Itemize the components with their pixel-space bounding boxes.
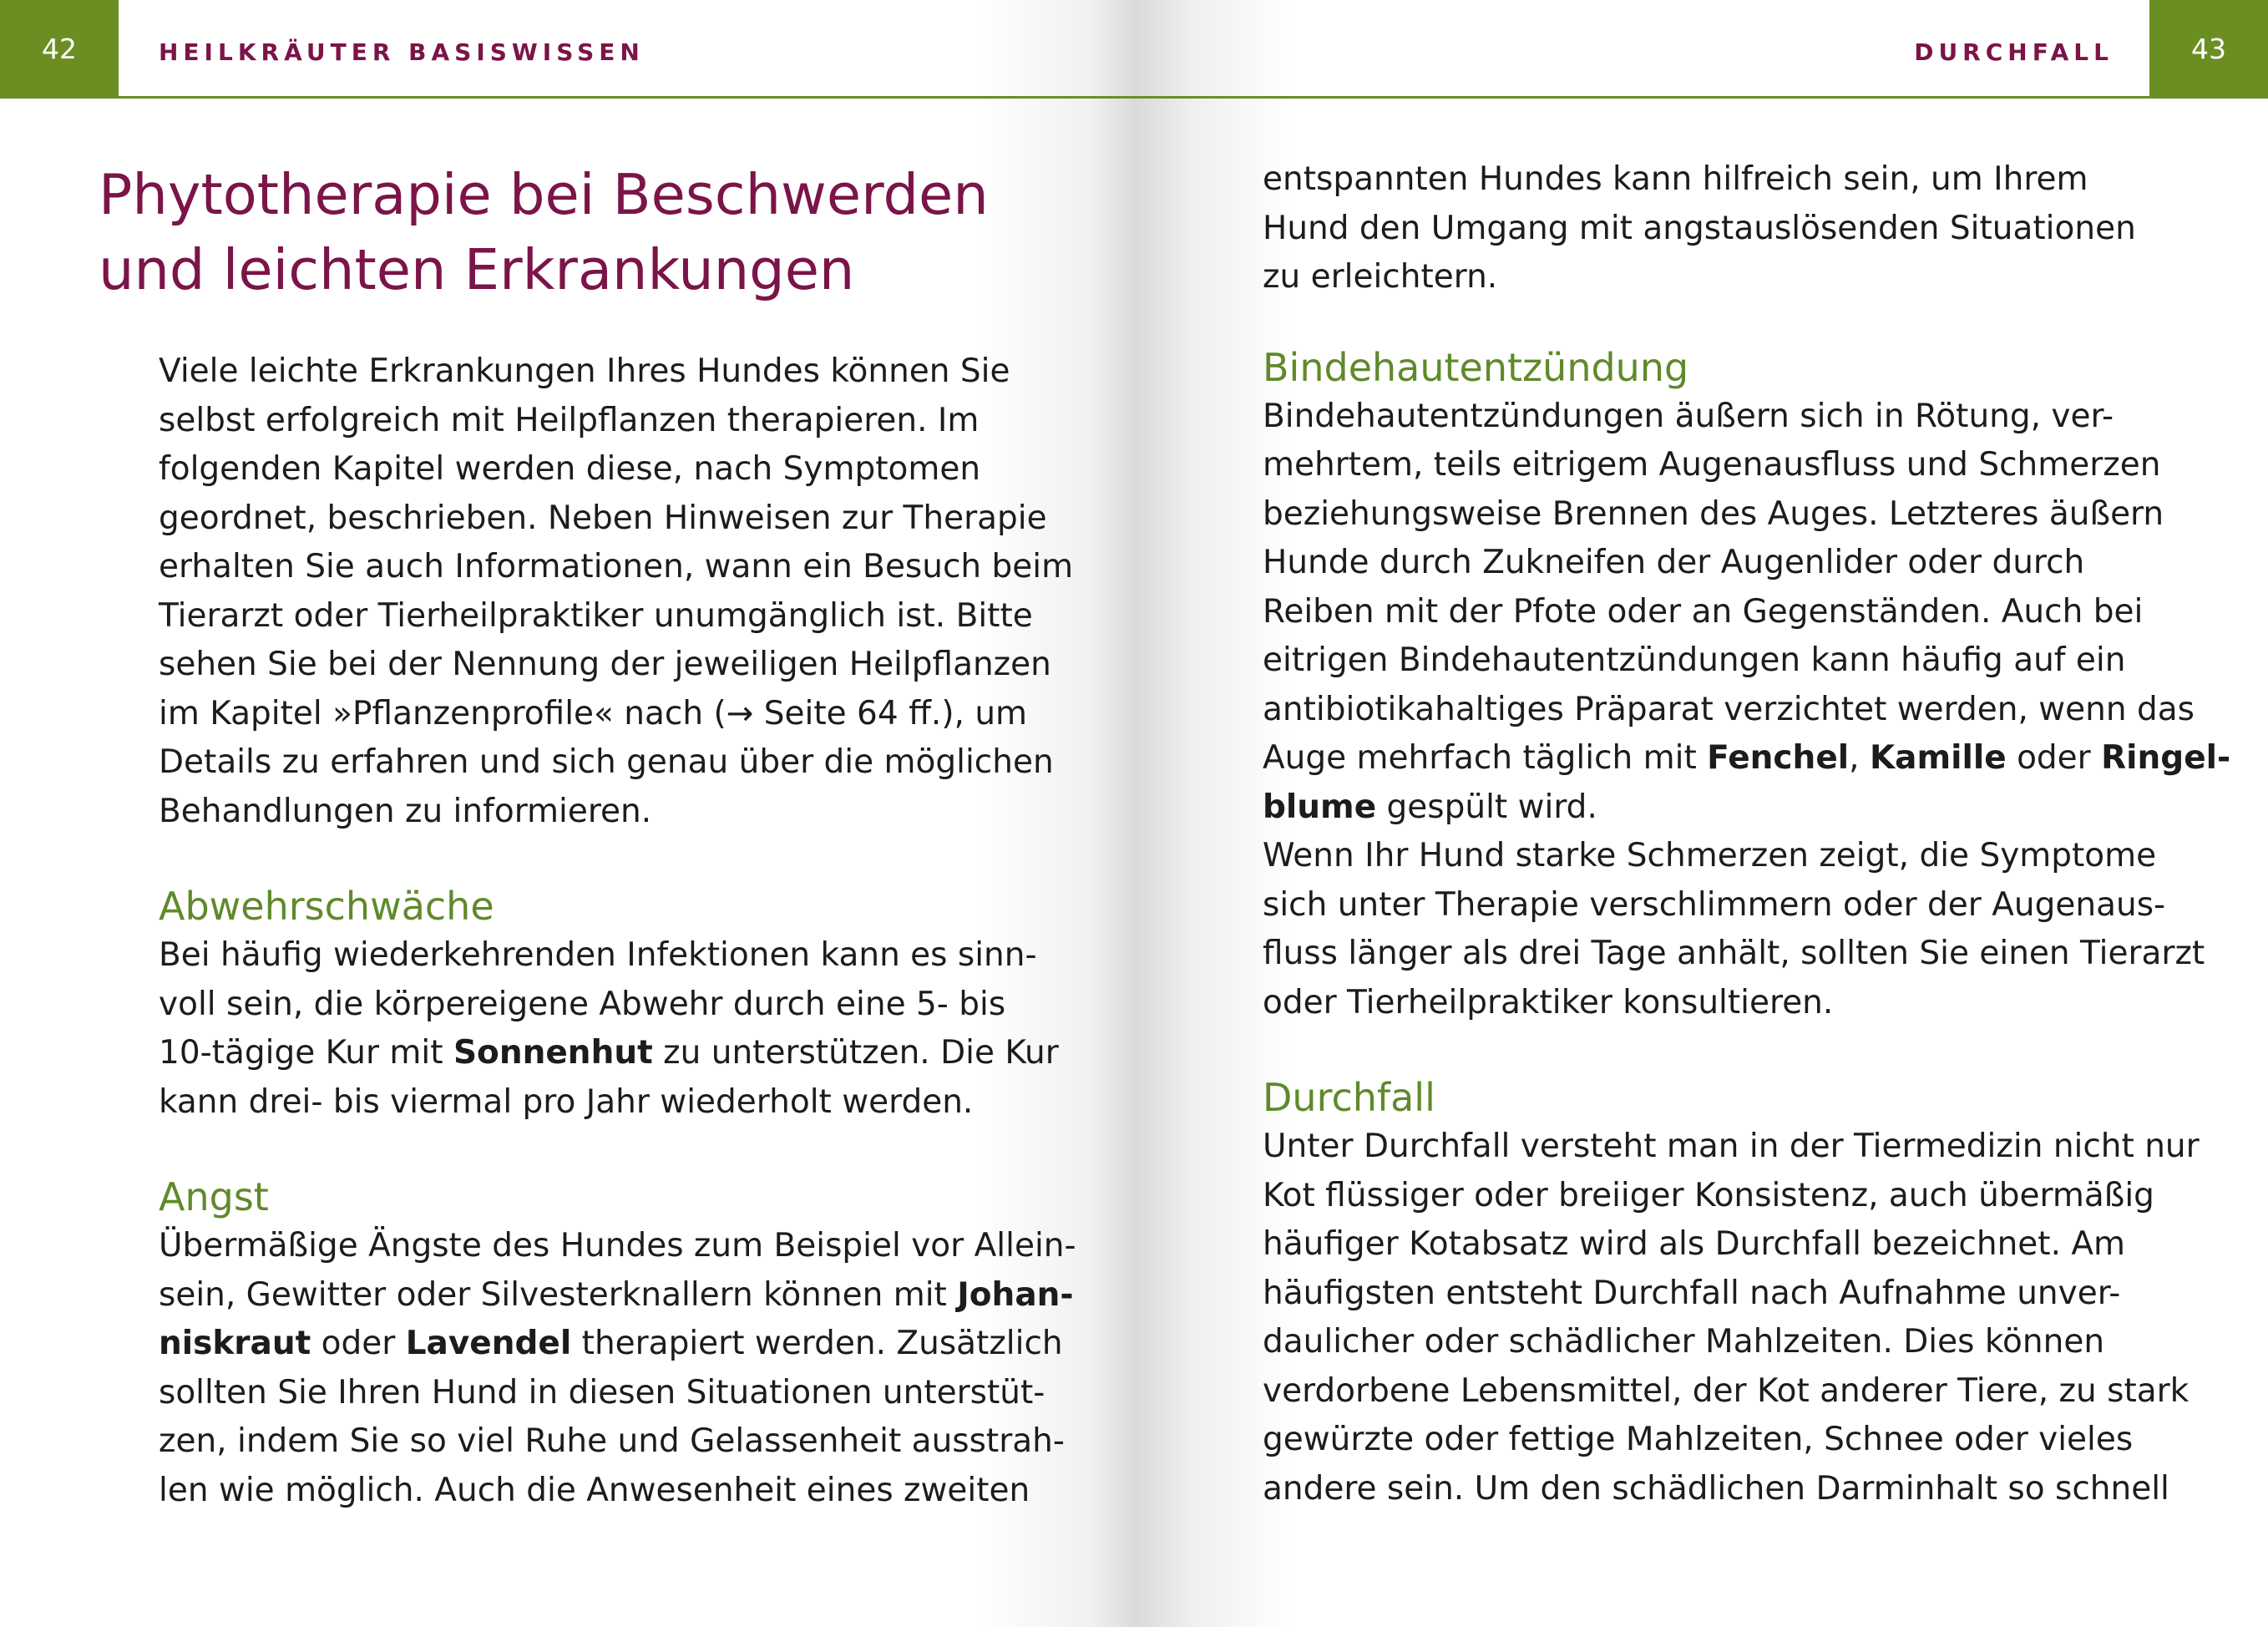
intro-line: Details zu erfahren und sich genau über die möglichen <box>159 743 1054 781</box>
section-heading: Angst <box>159 1174 269 1219</box>
section-angst <box>159 1172 1076 1515</box>
right-page <box>1134 0 2268 1627</box>
running-head-left: HEILKRÄUTER BASISWISSEN <box>159 38 645 66</box>
body-line <box>1263 783 2164 833</box>
header-rule-right <box>1134 96 2268 99</box>
section-abwehrschwaeche <box>159 881 1061 1127</box>
spacer <box>1263 302 2164 342</box>
intro-line: geordnet, beschrieben. Neben Hinweisen zur Therapie <box>159 499 1047 537</box>
body-line: fluss länger als drei Tage anhält, sollten Sie einen Tierarzt <box>1263 935 2205 972</box>
text-run: oder <box>311 1325 406 1362</box>
body-line: Bei häufig wiederkehrenden Infektionen kann es sinn- <box>159 936 1037 974</box>
text-run: sein, Gewitter oder Silvesterknallern können mit <box>159 1275 958 1314</box>
body-line <box>1263 734 2231 783</box>
text-run: oder <box>2006 739 2102 777</box>
page-number-left: 42 <box>0 0 119 98</box>
body-line: Übermäßige Ängste des Hundes zum Beispiel vor Allein- <box>159 1227 1076 1265</box>
running-head-right: DURCHFALL <box>1914 38 2114 66</box>
section-heading: Abwehrschwäche <box>159 884 494 929</box>
intro-line: selbst erfolgreich mit Heilpflanzen therapieren. Im <box>159 401 980 439</box>
body-line: Unter Durchfall versteht man in der Tiermedizin nicht nur <box>1263 1128 2200 1165</box>
title-line-1: Phytotherapie bei Beschwerden <box>99 162 989 227</box>
body-line: oder Tierheilpraktiker konsultieren. <box>1263 983 1834 1021</box>
body-line: gewürzte oder fettige Mahlzeiten, Schnee oder vieles <box>1263 1421 2134 1458</box>
body-line: daulicher oder schädlicher Mahlzeiten. Dies können <box>1263 1323 2105 1361</box>
text-run: , <box>1849 739 1870 777</box>
body-line: entspannten Hundes kann hilfreich sein, um Ihrem <box>1263 160 2088 198</box>
plant-name-fenchel: Fenchel <box>1707 739 1850 777</box>
intro-line: folgenden Kapitel werden diese, nach Symptomen <box>159 450 981 488</box>
intro-paragraph <box>159 347 1074 836</box>
body-line: beziehungsweise Brennen des Auges. Letzteres äußern <box>1263 494 2164 533</box>
plant-name-johanniskraut: Johan- <box>957 1275 1074 1314</box>
body-line: sollten Sie Ihren Hund in diesen Situationen unterstüt- <box>159 1373 1045 1412</box>
section-heading: Bindehautentzündung <box>1263 344 1689 390</box>
body-line <box>159 1271 1074 1320</box>
body-line: verdorbene Lebensmittel, der Kot anderer Tiere, zu stark <box>1263 1371 2190 1410</box>
intro-line: erhalten Sie auch Informationen, wann ein Besuch beim <box>159 548 1074 585</box>
title-line-2: und leichten Erkrankungen <box>99 237 855 302</box>
body-line: andere sein. Um den schädlichen Darminhalt so schnell <box>1263 1469 2169 1508</box>
intro-line: Tierarzt oder Tierheilpraktiker unumgänglich ist. Bitte <box>159 596 1033 635</box>
left-text-column <box>159 347 1076 1515</box>
plant-name-sonnenhut: Sonnenhut <box>453 1034 653 1072</box>
body-line: antibiotikahaltiges Präparat verzichtet werden, wenn das <box>1263 690 2195 728</box>
header-rule-left <box>0 96 1134 99</box>
text-run: gespült wird. <box>1376 788 1597 826</box>
page-title <box>99 157 1059 307</box>
intro-line: im Kapitel »Pflanzenprofile« nach (→ Seite 64 ff.), um <box>159 694 1028 732</box>
plant-name-johanniskraut: niskraut <box>159 1325 311 1362</box>
body-line: mehrtem, teils eitrigem Augenausfluss und Schmerzen <box>1263 446 2161 484</box>
text-run: Auge mehrfach täglich mit <box>1263 739 1708 777</box>
body-line: häufiger Kotabsatz wird als Durchfall bezeichnet. Am <box>1263 1225 2126 1263</box>
body-line <box>159 1320 1061 1369</box>
body-line: Bindehautentzündungen äußern sich in Rötung, ver- <box>1263 397 2114 435</box>
body-line: häufigsten entsteht Durchfall nach Aufnahme unver- <box>1263 1274 2121 1312</box>
body-line: Reiben mit der Pfote oder an Gegenständen. Auch bei <box>1263 592 2144 631</box>
spacer <box>159 1127 1061 1172</box>
body-line: sich unter Therapie verschlimmern oder der Augenaus- <box>1263 885 2166 924</box>
spacer <box>159 836 1061 881</box>
body-line: kann drei- bis viermal pro Jahr wiederholt werden. <box>159 1082 974 1121</box>
plant-name-ringelblume: blume <box>1263 788 1377 826</box>
plant-name-ringelblume: Ringel- <box>2101 739 2231 777</box>
intro-line: Viele leichte Erkrankungen Ihres Hundes können Sie <box>159 352 1010 390</box>
spacer <box>1263 1027 2164 1072</box>
right-text-column <box>1263 155 2231 1513</box>
plant-name-lavendel: Lavendel <box>405 1325 572 1362</box>
body-line: len wie möglich. Auch die Anwesenheit eines zweiten <box>159 1471 1030 1509</box>
plant-name-kamille: Kamille <box>1869 739 2007 777</box>
body-line: zen, indem Sie so viel Ruhe und Gelassenheit ausstrah- <box>159 1422 1065 1460</box>
section-durchfall <box>1263 1072 2200 1513</box>
body-line: Kot flüssiger oder breiiger Konsistenz, auch übermäßig <box>1263 1176 2154 1214</box>
section-heading: Durchfall <box>1263 1075 1435 1120</box>
body-line: Hunde durch Zukneifen der Augenlider oder durch <box>1263 544 2085 581</box>
text-run: zu unterstützen. Die Kur <box>652 1034 1059 1072</box>
text-run: therapiert werden. Zusätzlich <box>571 1325 1063 1362</box>
body-line: Wenn Ihr Hund starke Schmerzen zeigt, die Symptome <box>1263 837 2157 874</box>
body-line: zu erleichtern. <box>1263 258 1498 296</box>
page-number-right: 43 <box>2149 0 2268 98</box>
body-line: Hund den Umgang mit angstauslösenden Situationen <box>1263 209 2136 247</box>
body-line: voll sein, die körpereigene Abwehr durch eine 5- bis <box>159 985 1006 1023</box>
body-line: eitrigen Bindehautentzündungen kann häufig auf ein <box>1263 641 2126 679</box>
section-bindehautentzuendung <box>1263 342 2231 1028</box>
continuation-paragraph <box>1263 155 2164 302</box>
text-run: 10-tägige Kur mit <box>159 1034 453 1072</box>
intro-line: Behandlungen zu informieren. <box>159 792 652 830</box>
body-line <box>159 1029 1061 1078</box>
intro-line: sehen Sie bei der Nennung der jeweiligen Heilpflanzen <box>159 646 1051 683</box>
